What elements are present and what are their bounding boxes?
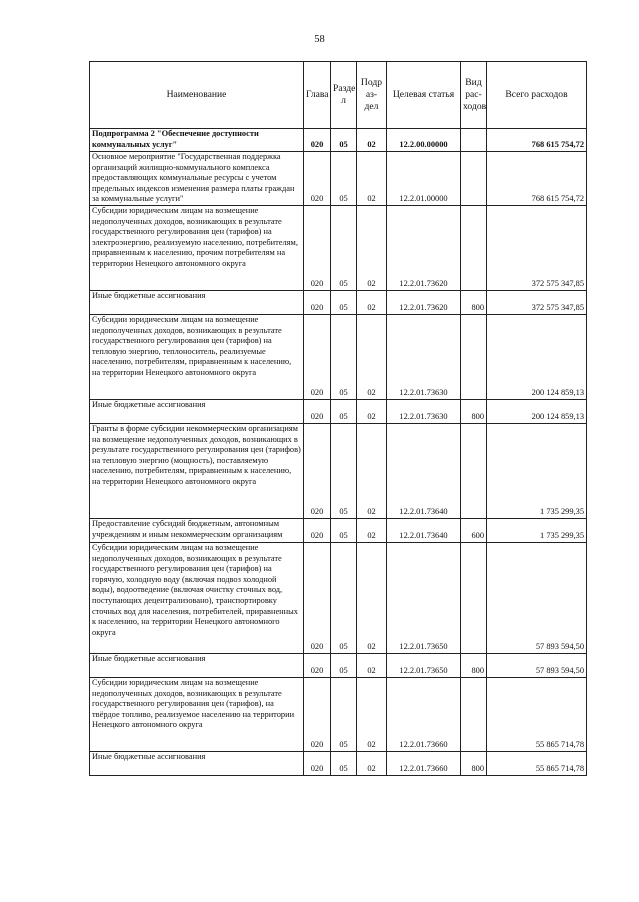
cell-name: Субсидии юридическим лицам на возмещение недополученных доходов, возникающих в результате государственного регулирования цен (тарифов) на горячую, холодную воду (включая подвоз холодной воды), водоотведение (включая очистку сточных вод, поступающих децентрализовано), транспортировку сточных вод для населения, потребителей, приравненных к населению, на территории Ненецкого автономного округа [90, 542, 304, 653]
cell-celevaya: 12.2.01.73640 [387, 518, 461, 542]
cell-glava: 020 [304, 290, 331, 314]
cell-podrazdel: 02 [357, 677, 387, 751]
header-name: Наименование [90, 62, 304, 129]
cell-podrazdel: 02 [357, 129, 387, 152]
cell-total: 372 575 347,85 [487, 290, 587, 314]
cell-name: Иные бюджетные ассигнования [90, 399, 304, 423]
cell-total: 372 575 347,85 [487, 205, 587, 290]
table-row [90, 653, 587, 677]
table-row [90, 518, 587, 542]
cell-glava: 020 [304, 751, 331, 775]
cell-vid: 800 [461, 751, 487, 775]
cell-razdel: 05 [331, 399, 357, 423]
cell-celevaya: 12.2.01.73630 [387, 399, 461, 423]
cell-name: Субсидии юридическим лицам на возмещение недополученных доходов, возникающих в результате государственного регулирования цен (тарифов) на тепловую энергию, теплоноситель, реализуемые населению, потребителям, приравненным к населению, на территории Ненецкого автономного округа [90, 314, 304, 399]
cell-razdel: 05 [331, 290, 357, 314]
cell-glava: 020 [304, 314, 331, 399]
cell-name: Иные бюджетные ассигнования [90, 751, 304, 775]
cell-total: 768 615 754,72 [487, 152, 587, 206]
cell-razdel: 05 [331, 205, 357, 290]
table-row [90, 399, 587, 423]
cell-celevaya: 12.2.01.00000 [387, 152, 461, 206]
cell-razdel: 05 [331, 152, 357, 206]
cell-celevaya: 12.2.00.00000 [387, 129, 461, 152]
table-row [90, 290, 587, 314]
cell-vid: 600 [461, 518, 487, 542]
cell-celevaya: 12.2.01.73640 [387, 423, 461, 518]
cell-podrazdel: 02 [357, 423, 387, 518]
cell-celevaya: 12.2.01.73660 [387, 751, 461, 775]
cell-podrazdel: 02 [357, 314, 387, 399]
cell-glava: 020 [304, 129, 331, 152]
cell-glava: 020 [304, 423, 331, 518]
cell-name: Субсидии юридическим лицам на возмещение недополученных доходов, возникающих в результате государственного регулирования цен (тарифов), на твёрдое топливо, реализуемое населению на территории Ненецкого автономного округа [90, 677, 304, 751]
header-razdel: Разде л [331, 62, 357, 129]
cell-vid: 800 [461, 399, 487, 423]
cell-vid [461, 542, 487, 653]
cell-podrazdel: 02 [357, 518, 387, 542]
cell-celevaya: 12.2.01.73620 [387, 205, 461, 290]
page-number: 58 [314, 34, 325, 45]
cell-name: Основное мероприятие "Государственная поддержка организаций жилищно-коммунального комплекса предоставляющих коммунальные ресурсы с учетом предельных индексов изменения размера платы граждан за коммунальные услуги" [90, 152, 304, 206]
cell-total: 200 124 859,13 [487, 399, 587, 423]
header-glava: Глава [304, 62, 331, 129]
cell-vid [461, 152, 487, 206]
cell-total: 57 893 594,50 [487, 542, 587, 653]
cell-name: Гранты в форме субсидии некоммерческим организациям на возмещение недополученных доходов, возникающих в результате государственного регулирования цен (тарифов) на тепловую энергию (мощность), поставляемую населению, потребителям, приравненным к населению, на территории Ненецкого автономного округа [90, 423, 304, 518]
cell-podrazdel: 02 [357, 399, 387, 423]
header-vid: Вид рас- ходов [461, 62, 487, 129]
cell-vid [461, 423, 487, 518]
cell-podrazdel: 02 [357, 152, 387, 206]
cell-vid [461, 205, 487, 290]
table-row [90, 314, 587, 399]
cell-name: Иные бюджетные ассигнования [90, 290, 304, 314]
header-total: Всего расходов [487, 62, 587, 129]
cell-total: 55 865 714,78 [487, 677, 587, 751]
table-row [90, 152, 587, 206]
header-podrazdel: Подр аз- дел [357, 62, 387, 129]
table-row [90, 205, 587, 290]
cell-vid [461, 129, 487, 152]
cell-celevaya: 12.2.01.73660 [387, 677, 461, 751]
cell-celevaya: 12.2.01.73630 [387, 314, 461, 399]
cell-razdel: 05 [331, 751, 357, 775]
cell-vid [461, 314, 487, 399]
cell-celevaya: 12.2.01.73620 [387, 290, 461, 314]
cell-vid [461, 677, 487, 751]
cell-glava: 020 [304, 677, 331, 751]
cell-podrazdel: 02 [357, 653, 387, 677]
table-row [90, 751, 587, 775]
cell-podrazdel: 02 [357, 290, 387, 314]
table-row [90, 677, 587, 751]
cell-total: 57 893 594,50 [487, 653, 587, 677]
cell-total: 200 124 859,13 [487, 314, 587, 399]
budget-table [89, 61, 587, 776]
cell-name: Иные бюджетные ассигнования [90, 653, 304, 677]
cell-razdel: 05 [331, 518, 357, 542]
cell-razdel: 05 [331, 423, 357, 518]
cell-name: Предоставление субсидий бюджетным, автономным учреждениям и иным некоммерческим организациям [90, 518, 304, 542]
cell-razdel: 05 [331, 314, 357, 399]
cell-vid: 800 [461, 653, 487, 677]
cell-razdel: 05 [331, 653, 357, 677]
table-row [90, 542, 587, 653]
cell-glava: 020 [304, 518, 331, 542]
cell-glava: 020 [304, 205, 331, 290]
cell-total: 768 615 754,72 [487, 129, 587, 152]
cell-total: 1 735 299,35 [487, 518, 587, 542]
cell-podrazdel: 02 [357, 205, 387, 290]
table-row [90, 423, 587, 518]
cell-total: 1 735 299,35 [487, 423, 587, 518]
cell-celevaya: 12.2.01.73650 [387, 542, 461, 653]
cell-razdel: 05 [331, 677, 357, 751]
cell-total: 55 865 714,78 [487, 751, 587, 775]
cell-razdel: 05 [331, 542, 357, 653]
cell-podrazdel: 02 [357, 751, 387, 775]
cell-podrazdel: 02 [357, 542, 387, 653]
cell-celevaya: 12.2.01.73650 [387, 653, 461, 677]
table-header-row [90, 62, 587, 129]
cell-name: Субсидии юридическим лицам на возмещение недополученных доходов, возникающих в результате государственного регулирования цен (тарифов) на электроэнергию, реализуемую населению, потребителям, приравненным к населению, прочим потребителям на территории Ненецкого автономного округа [90, 205, 304, 290]
cell-name: Подпрограмма 2 "Обеспечение доступности коммунальных услуг" [90, 129, 304, 152]
header-celevaya: Целевая статья [387, 62, 461, 129]
cell-glava: 020 [304, 542, 331, 653]
table-row [90, 129, 587, 152]
cell-razdel: 05 [331, 129, 357, 152]
cell-glava: 020 [304, 152, 331, 206]
table-body [90, 129, 587, 776]
cell-vid: 800 [461, 290, 487, 314]
cell-glava: 020 [304, 653, 331, 677]
cell-glava: 020 [304, 399, 331, 423]
